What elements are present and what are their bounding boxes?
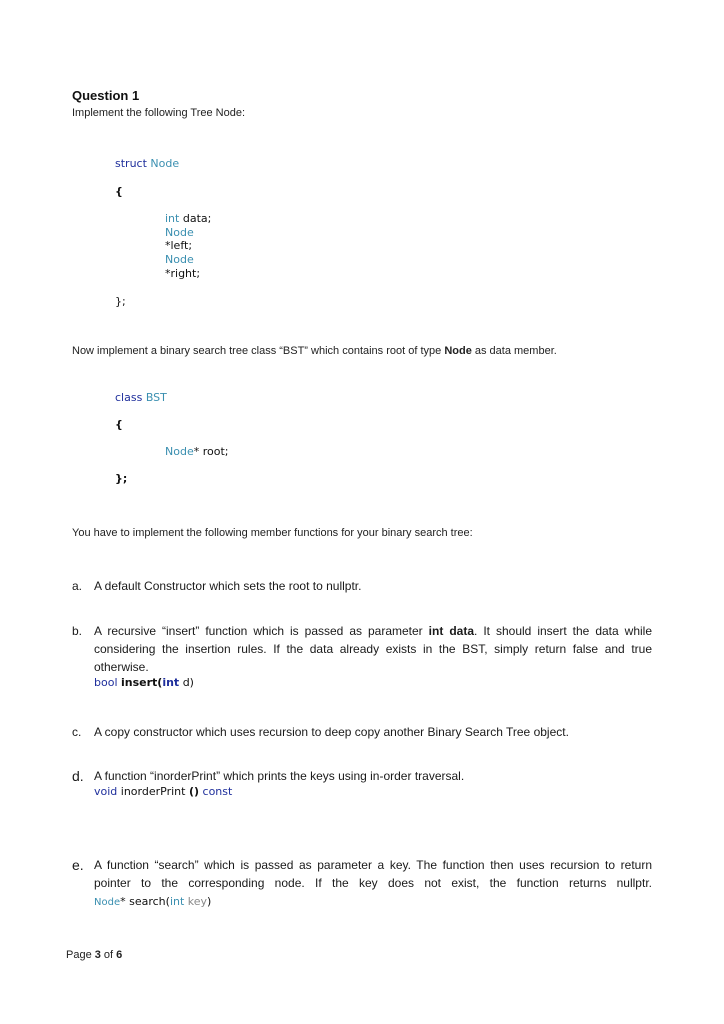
- question-intro: Implement the following Tree Node:: [72, 107, 246, 119]
- class-root-member: [165, 445, 228, 458]
- sig-function-name: * search(: [120, 895, 170, 908]
- footer-prefix: Page: [66, 949, 95, 961]
- bst-intro-text: [72, 345, 557, 357]
- sig-parens: (): [188, 785, 200, 798]
- footer-page-number: 3: [94, 949, 101, 961]
- left-member-type: Node: [165, 226, 194, 239]
- question-title: Question 1: [72, 88, 140, 103]
- sig-param-name: key: [187, 895, 208, 908]
- item-marker: e.: [72, 857, 84, 873]
- item-text: A function “inorderPrint” which prints the keys using in-order traversal.: [94, 769, 465, 783]
- struct-keyword: struct: [115, 157, 147, 170]
- int-keyword: int: [165, 212, 180, 225]
- footer-page-total: 6: [116, 949, 123, 961]
- item-text: A copy constructor which uses recursion to deep copy another Binary Search Tree object.: [94, 725, 569, 739]
- sig-return-type: Node: [94, 897, 121, 908]
- item-text: A default Constructor which sets the root to nullptr.: [94, 579, 362, 593]
- struct-declaration-line: [115, 157, 179, 170]
- struct-open-brace: {: [115, 185, 123, 198]
- sig-param-type: int: [169, 895, 185, 908]
- sig-return-type: bool: [94, 676, 118, 689]
- item-marker: c.: [72, 725, 82, 739]
- sig-return-type: void: [94, 785, 118, 798]
- bst-intro-bold: Node: [444, 345, 472, 357]
- search-signature: [94, 895, 211, 908]
- insert-signature: [94, 674, 194, 692]
- list-item-d: [72, 767, 652, 803]
- sig-param-rest: d): [182, 676, 194, 689]
- item-text-bold: int data: [428, 624, 474, 638]
- page-footer: [66, 949, 122, 961]
- footer-middle: of: [100, 949, 117, 961]
- data-member-name: data;: [182, 212, 212, 225]
- right-member-type: Node: [165, 253, 194, 266]
- sig-close-paren: ): [207, 895, 212, 908]
- root-member-type: Node: [165, 445, 194, 458]
- list-item-b: [72, 622, 652, 692]
- list-item-c: [72, 723, 652, 743]
- right-member-name: *right;: [165, 267, 201, 280]
- list-item-a: [72, 577, 652, 597]
- item-text-main: A function “search” which is passed as parameter a key. The function then uses recursion to return pointer to the corresponding node. If the key does not exist, the function returns nullptr.: [94, 858, 652, 890]
- struct-data-member: [165, 212, 211, 225]
- class-declaration-line: [115, 391, 167, 404]
- list-item-e: [72, 856, 652, 912]
- sig-param-type: int: [162, 676, 180, 689]
- left-member-name: *left;: [165, 239, 193, 252]
- struct-close-brace: };: [115, 295, 126, 308]
- item-marker: b.: [72, 624, 83, 638]
- class-open-brace: {: [115, 418, 123, 431]
- class-keyword: class: [115, 391, 143, 404]
- item-text-before: A recursive “insert” function which is passed as parameter: [94, 624, 429, 638]
- item-text: [94, 622, 652, 676]
- sig-function-name: inorderPrint: [120, 785, 186, 798]
- bst-intro-before: Now implement a binary search tree class “BST” which contains root of type: [72, 345, 445, 357]
- item-text-after: . It should insert the data while considering the insertion rules. If the data already exists in the BST, simply return false and true otherwise.: [94, 624, 653, 674]
- struct-name: Node: [150, 157, 180, 170]
- item-marker: d.: [72, 768, 84, 784]
- sig-const-keyword: const: [202, 785, 233, 798]
- bst-intro-after: as data member.: [471, 345, 557, 357]
- class-close-brace: };: [115, 472, 128, 485]
- root-member-name: * root;: [193, 445, 229, 458]
- item-text: [94, 856, 652, 912]
- inorder-signature: [94, 783, 232, 801]
- sig-function-name: insert(: [121, 676, 163, 689]
- item-marker: a.: [72, 579, 83, 593]
- functions-intro: You have to implement the following member functions for your binary search tree:: [72, 527, 473, 539]
- class-name: BST: [145, 391, 167, 404]
